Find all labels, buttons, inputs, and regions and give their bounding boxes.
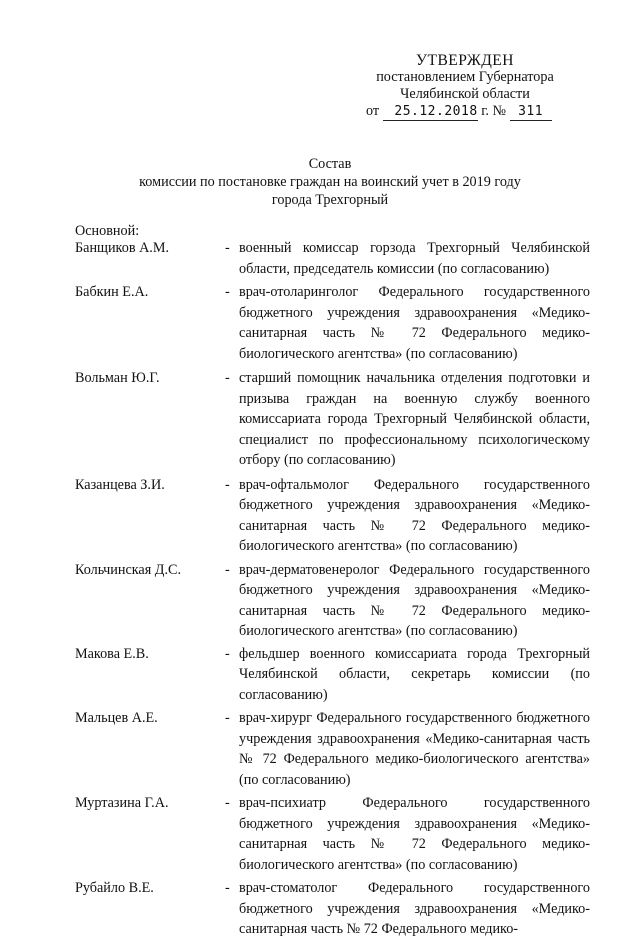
section-label: Основной: [75,223,140,239]
member-dash: - [225,795,230,811]
approval-heading: УТВЕРЖДЕН [416,52,514,69]
member-name: Макова Е.В. [75,645,149,662]
member-row [75,644,590,706]
title-line-2: комиссии по постановке граждан на воинский учет в 2019 году [139,174,521,190]
approval-dateline [366,103,600,121]
member-role: врач-отоларинголог Федерального государственного бюджетного учреждения здравоохранения «Медико-санитарная часть № 72 Федерального медико-биологического агентства» (по согласованию) [239,284,590,362]
member-role: врач-хирург Федерального государственного бюджетного учреждения здравоохранения «Медико-санитарная часть № 72 Федерального медико-биологического агентства» (по согласованию) [239,710,590,788]
member-dash: - [225,370,230,386]
date-value: 25.12.2018 [394,104,478,119]
member-row [75,282,590,364]
date-field [383,103,478,121]
member-role: военный комиссар горзода Трехгорный Челябинской области, председатель комиссии (по согласованию) [239,240,590,277]
title-line-3: города Трехгорный [271,192,389,208]
member-role: врач-психиатр Федерального государственного бюджетного учреждения здравоохранения «Медико-санитарная часть № 72 Федерального медико-биологического агентства» (по согласованию) [239,795,590,873]
member-name: Банщиков А.М. [75,240,170,256]
member-name: Рубайло В.Е. [75,880,154,896]
member-name: Казанцева З.И. [75,476,165,493]
member-dash: - [225,561,230,578]
member-name: Вольман Ю.Г. [75,370,160,386]
member-row [75,708,590,790]
date-prefix: от [366,103,380,119]
member-dash: - [225,710,230,726]
member-dash: - [225,240,230,256]
member-dash: - [225,476,230,493]
member-role: врач-стоматолог Федерального государственного бюджетного учреждения здравоохранения «Медико-санитарная часть № 72 Федерального медико- [239,880,590,937]
member-row [75,368,590,471]
members-list [75,238,590,940]
member-name: Мальцев А.Е. [75,710,158,726]
member-dash: - [225,284,230,300]
date-suffix: г. № [481,103,507,119]
approval-line-1: постановлением Губернатора [376,69,554,85]
member-name: Муртазина Г.А. [75,795,169,811]
member-row [75,878,590,940]
member-dash: - [225,645,230,662]
member-dash: - [225,880,230,896]
member-name: Бабкин Е.А. [75,284,149,300]
number-field [510,103,552,121]
member-role: врач-офтальмолог Федерального государственного бюджетного учреждения здравоохранения «Медико-санитарная часть № 72 Федерального медико-биологического агентства» (по согласованию) [239,476,590,554]
member-name: Кольчинская Д.С. [75,561,182,578]
member-row [75,560,590,642]
member-row [75,238,590,279]
title-line-1: Состав [308,156,352,172]
member-role: врач-дерматовенеролог Федерального государственного бюджетного учреждения здравоохранения «Медико-санитарная часть № 72 Федерального медико-биологического агентства» (по согласованию) [239,561,590,639]
approval-block [330,52,600,121]
member-role: старший помощник начальника отделения подготовки и призыва граждан на военную службу военного комиссариата города Трехгорный Челябинской области, специалист по профессиональному психологическому отбору (по согласованию) [239,370,590,468]
approval-line-2: Челябинской области [400,86,530,102]
member-row [75,793,590,875]
document-title [60,155,600,209]
member-row [75,475,590,557]
member-role: фельдшер военного комиссариата города Трехгорный Челябинской области, секретарь комиссии (по согласованию) [239,645,590,703]
number-value: 311 [518,104,544,119]
